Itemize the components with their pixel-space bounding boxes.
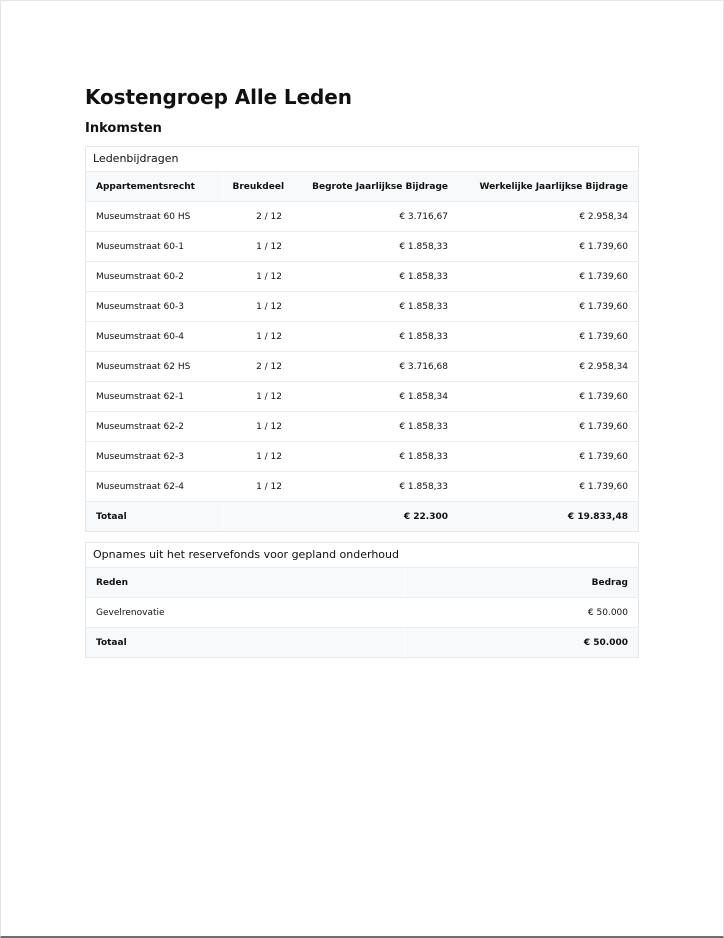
column-header-bedrag: Bedrag xyxy=(404,568,638,598)
total-label: Totaal xyxy=(86,628,404,658)
table-row xyxy=(86,382,638,412)
cell-werkelijke-bijdrage: € 1.739,60 xyxy=(458,412,638,442)
cell-breukdeel: 2 / 12 xyxy=(222,352,292,382)
total-bedrag: € 50.000 xyxy=(404,628,638,658)
total-row xyxy=(86,502,638,532)
table-row xyxy=(86,598,638,628)
cell-breukdeel: 1 / 12 xyxy=(222,382,292,412)
cell-breukdeel: 1 / 12 xyxy=(222,472,292,502)
cell-begrote-bijdrage: € 1.858,33 xyxy=(292,412,458,442)
contributions-table xyxy=(86,172,638,531)
table-row xyxy=(86,412,638,442)
table-row xyxy=(86,322,638,352)
cell-breukdeel: 1 / 12 xyxy=(222,322,292,352)
cell-begrote-bijdrage: € 1.858,33 xyxy=(292,232,458,262)
table-row xyxy=(86,202,638,232)
cell-appartementsrecht: Museumstraat 60-2 xyxy=(86,262,222,292)
cell-begrote-bijdrage: € 1.858,33 xyxy=(292,442,458,472)
cell-appartementsrecht: Museumstraat 62-2 xyxy=(86,412,222,442)
table-row xyxy=(86,262,638,292)
withdrawals-card xyxy=(85,542,639,658)
cell-breukdeel: 1 / 12 xyxy=(222,412,292,442)
table-row xyxy=(86,292,638,322)
cell-werkelijke-bijdrage: € 1.739,60 xyxy=(458,262,638,292)
cell-bedrag: € 50.000 xyxy=(404,598,638,628)
cell-appartementsrecht: Museumstraat 62-1 xyxy=(86,382,222,412)
cell-breukdeel: 1 / 12 xyxy=(222,262,292,292)
cell-werkelijke-bijdrage: € 2.958,34 xyxy=(458,202,638,232)
column-header-werkelijke-bijdrage: Werkelijke Jaarlijkse Bijdrage xyxy=(458,172,638,202)
cell-werkelijke-bijdrage: € 1.739,60 xyxy=(458,322,638,352)
withdrawals-title: Opnames uit het reservefonds voor gepland onderhoud xyxy=(86,543,638,568)
cell-appartementsrecht: Museumstraat 60-4 xyxy=(86,322,222,352)
cell-breukdeel: 1 / 12 xyxy=(222,232,292,262)
cell-werkelijke-bijdrage: € 1.739,60 xyxy=(458,292,638,322)
table-header-row xyxy=(86,172,638,202)
table-row xyxy=(86,442,638,472)
cell-werkelijke-bijdrage: € 1.739,60 xyxy=(458,232,638,262)
page-title: Kostengroep Alle Leden xyxy=(85,85,352,109)
column-header-appartementsrecht: Appartementsrecht xyxy=(86,172,222,202)
cell-appartementsrecht: Museumstraat 62-4 xyxy=(86,472,222,502)
cell-appartementsrecht: Museumstraat 60-1 xyxy=(86,232,222,262)
column-header-reden: Reden xyxy=(86,568,404,598)
total-begrote-bijdrage: € 22.300 xyxy=(292,502,458,532)
withdrawals-table xyxy=(86,568,638,657)
total-breukdeel xyxy=(222,502,292,532)
cell-werkelijke-bijdrage: € 1.739,60 xyxy=(458,442,638,472)
cell-breukdeel: 1 / 12 xyxy=(222,292,292,322)
total-row xyxy=(86,628,638,658)
cell-werkelijke-bijdrage: € 1.739,60 xyxy=(458,472,638,502)
cell-begrote-bijdrage: € 1.858,33 xyxy=(292,322,458,352)
cell-begrote-bijdrage: € 3.716,67 xyxy=(292,202,458,232)
column-header-begrote-bijdrage: Begrote Jaarlijkse Bijdrage xyxy=(292,172,458,202)
cell-appartementsrecht: Museumstraat 60 HS xyxy=(86,202,222,232)
cell-appartementsrecht: Museumstraat 60-3 xyxy=(86,292,222,322)
table-row xyxy=(86,472,638,502)
cell-begrote-bijdrage: € 1.858,33 xyxy=(292,292,458,322)
cell-werkelijke-bijdrage: € 1.739,60 xyxy=(458,382,638,412)
total-werkelijke-bijdrage: € 19.833,48 xyxy=(458,502,638,532)
total-label: Totaal xyxy=(86,502,222,532)
cell-reden: Gevelrenovatie xyxy=(86,598,404,628)
cell-breukdeel: 1 / 12 xyxy=(222,442,292,472)
cell-begrote-bijdrage: € 1.858,34 xyxy=(292,382,458,412)
table-row xyxy=(86,352,638,382)
section-heading: Inkomsten xyxy=(85,121,162,136)
cell-werkelijke-bijdrage: € 2.958,34 xyxy=(458,352,638,382)
contributions-title: Ledenbijdragen xyxy=(86,147,638,172)
column-header-breukdeel: Breukdeel xyxy=(222,172,292,202)
cell-appartementsrecht: Museumstraat 62 HS xyxy=(86,352,222,382)
table-header-row xyxy=(86,568,638,598)
cell-begrote-bijdrage: € 1.858,33 xyxy=(292,262,458,292)
cell-begrote-bijdrage: € 1.858,33 xyxy=(292,472,458,502)
cell-breukdeel: 2 / 12 xyxy=(222,202,292,232)
document-content xyxy=(85,84,639,658)
contributions-card xyxy=(85,146,639,532)
cell-appartementsrecht: Museumstraat 62-3 xyxy=(86,442,222,472)
table-row xyxy=(86,232,638,262)
cell-begrote-bijdrage: € 3.716,68 xyxy=(292,352,458,382)
